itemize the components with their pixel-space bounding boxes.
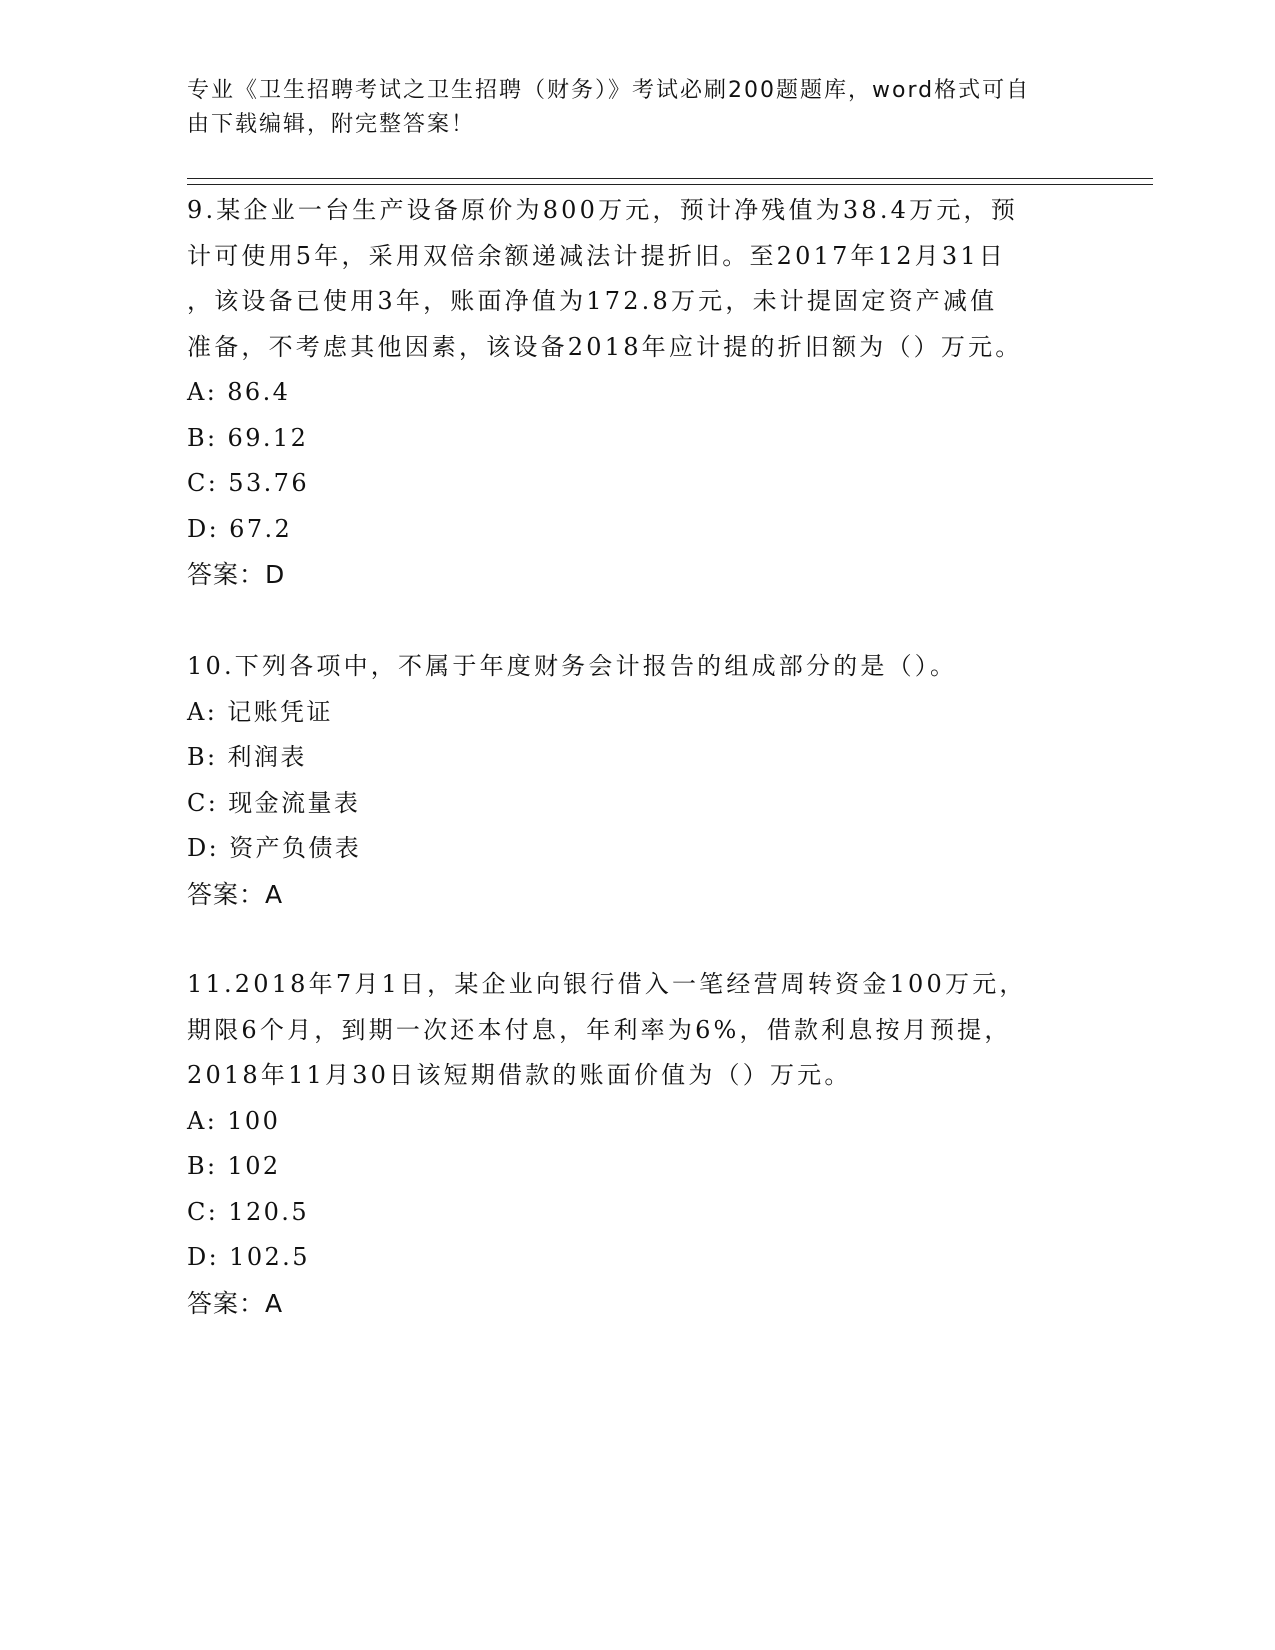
header-line: 专业《卫生招聘考试之卫生招聘（财务）》考试必刷200题题库，word格式可自 bbox=[187, 78, 1031, 103]
option-d: D: 资产负债表 bbox=[187, 834, 362, 862]
option-a: A: 86.4 bbox=[187, 378, 291, 406]
answer: 答案：A bbox=[187, 879, 284, 909]
option-d: D: 102.5 bbox=[187, 1243, 310, 1271]
option-c: C: 120.5 bbox=[187, 1197, 309, 1226]
option-list bbox=[187, 370, 1087, 552]
option-b: B: 利润表 bbox=[187, 743, 307, 771]
option-a: A: 100 bbox=[187, 1106, 281, 1135]
stem-line: 10.下列各项中，不属于年度财务会计报告的组成部分的是（）。 bbox=[187, 652, 958, 680]
option-list bbox=[187, 1099, 1087, 1281]
header-divider-top bbox=[187, 178, 1153, 179]
stem-line: 准备，不考虑其他因素，该设备2018年应计提的折旧额为（）万元。 bbox=[187, 332, 1023, 361]
question-10 bbox=[187, 644, 1087, 917]
stem-line: 计可使用5年，采用双倍余额递减法计提折旧。至2017年12月31日 bbox=[187, 241, 1007, 270]
option-d: D: 67.2 bbox=[187, 514, 293, 543]
stem-line: 期限6个月，到期一次还本付息，年利率为6%，借款利息按月预提， bbox=[187, 1015, 1012, 1044]
stem-line: 11.2018年7月1日，某企业向银行借入一笔经营周转资金100万元， bbox=[187, 970, 1027, 998]
option-a: A: 记账凭证 bbox=[187, 697, 333, 726]
option-b: B: 102 bbox=[187, 1152, 281, 1180]
option-b: B: 69.12 bbox=[187, 423, 309, 452]
answer: 答案：D bbox=[187, 560, 286, 589]
question-11 bbox=[187, 962, 1087, 1326]
answer: 答案：A bbox=[187, 1288, 284, 1318]
stem-line: 9.某企业一台生产设备原价为800万元，预计净残值为38.4万元，预 bbox=[187, 196, 1018, 224]
question-stem bbox=[187, 644, 1087, 690]
option-c: C: 53.76 bbox=[187, 469, 309, 497]
stem-line: 2018年11月30日该短期借款的账面价值为（）万元。 bbox=[187, 1061, 852, 1089]
question-stem bbox=[187, 188, 1087, 370]
header-line: 由下载编辑，附完整答案！ bbox=[187, 112, 476, 137]
stem-line: ，该设备已使用3年，账面净值为172.8万元，未计提固定资产减值 bbox=[187, 287, 998, 315]
question-stem bbox=[187, 962, 1087, 1099]
header-divider-bottom bbox=[187, 184, 1153, 185]
option-c: C: 现金流量表 bbox=[187, 788, 361, 817]
option-list bbox=[187, 690, 1087, 872]
question-9 bbox=[187, 188, 1087, 598]
document-header bbox=[187, 74, 1067, 142]
